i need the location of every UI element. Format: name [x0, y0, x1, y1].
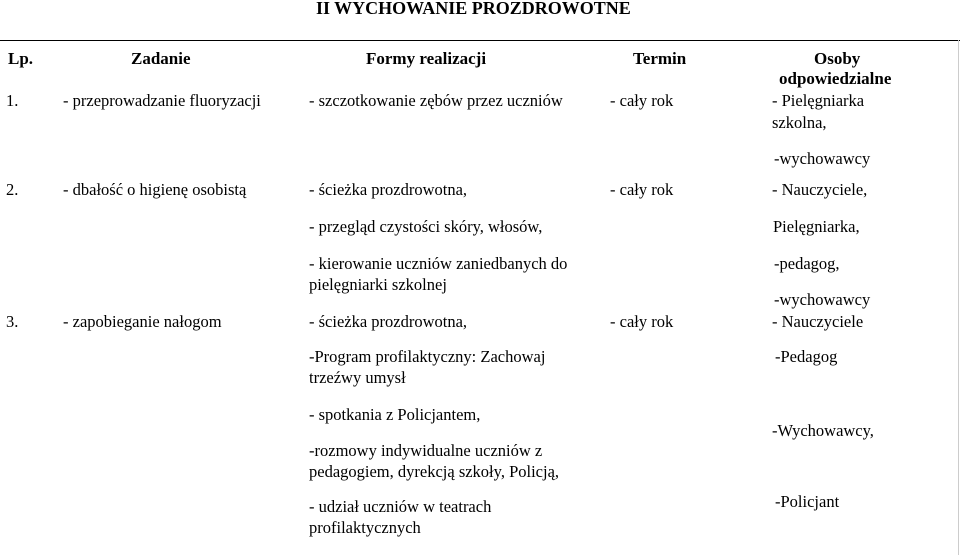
row2-osoby-2: Pielęgniarka, — [773, 217, 860, 236]
row3-termin: - cały rok — [610, 312, 674, 331]
row3-lp: 3. — [6, 312, 19, 331]
row2-termin: - cały rok — [610, 180, 674, 199]
header-osoby-line2: odpowiedzialne — [779, 69, 892, 88]
header-formy: Formy realizacji — [366, 49, 487, 68]
row2-zadanie: - dbałość o higienę osobistą — [63, 180, 247, 199]
row3-osoby-2: -Pedagog — [775, 347, 838, 366]
header-lp: Lp. — [8, 49, 34, 68]
row3-formy-5: -rozmowy indywidualne uczniów z — [309, 441, 543, 460]
row2-lp: 2. — [6, 180, 19, 199]
row1-termin: - cały rok — [610, 91, 674, 110]
row3-formy-1: - ścieżka prozdrowotna, — [309, 312, 468, 331]
row3-osoby-4: -Policjant — [775, 492, 840, 511]
row2-osoby-1: - Nauczyciele, — [772, 180, 868, 199]
row2-osoby-4: -wychowawcy — [774, 290, 871, 309]
row3-osoby-1: - Nauczyciele — [772, 312, 864, 331]
row1-osoby-2: szkolna, — [772, 113, 827, 132]
header-zadanie: Zadanie — [131, 49, 191, 68]
row3-formy-4: - spotkania z Policjantem, — [309, 405, 481, 424]
row2-formy-2: - przegląd czystości skóry, włosów, — [309, 217, 543, 236]
row1-zadanie: - przeprowadzanie fluoryzacji — [63, 91, 261, 110]
table-top-border — [0, 40, 960, 41]
row2-formy-3: - kierowanie uczniów zaniedbanych do — [309, 254, 568, 273]
row1-osoby-1: - Pielęgniarka — [772, 91, 865, 110]
row1-formy-1: - szczotkowanie zębów przez uczniów — [309, 91, 563, 110]
row3-formy-3: trzeźwy umysł — [309, 368, 406, 387]
row3-osoby-3: -Wychowawcy, — [772, 421, 874, 440]
row3-formy-2: -Program profilaktyczny: Zachowaj — [309, 347, 546, 366]
row3-formy-7: - udział uczniów w teatrach — [309, 497, 492, 516]
header-osoby: Osoby — [814, 49, 861, 68]
row1-osoby-3: -wychowawcy — [774, 149, 871, 168]
row2-formy-1: - ścieżka prozdrowotna, — [309, 180, 468, 199]
row3-formy-6: pedagogiem, dyrekcją szkoły, Policją, — [309, 462, 560, 481]
row2-osoby-3: -pedagog, — [774, 254, 840, 273]
page-title: II WYCHOWANIE PROZDROWOTNE — [316, 0, 631, 18]
row3-formy-8: profilaktycznych — [309, 518, 421, 537]
header-termin: Termin — [633, 49, 687, 68]
row3-zadanie: - zapobieganie nałogom — [63, 312, 222, 331]
table-right-border — [958, 40, 959, 555]
row1-lp: 1. — [6, 91, 19, 110]
row2-formy-4: pielęgniarki szkolnej — [309, 275, 447, 294]
